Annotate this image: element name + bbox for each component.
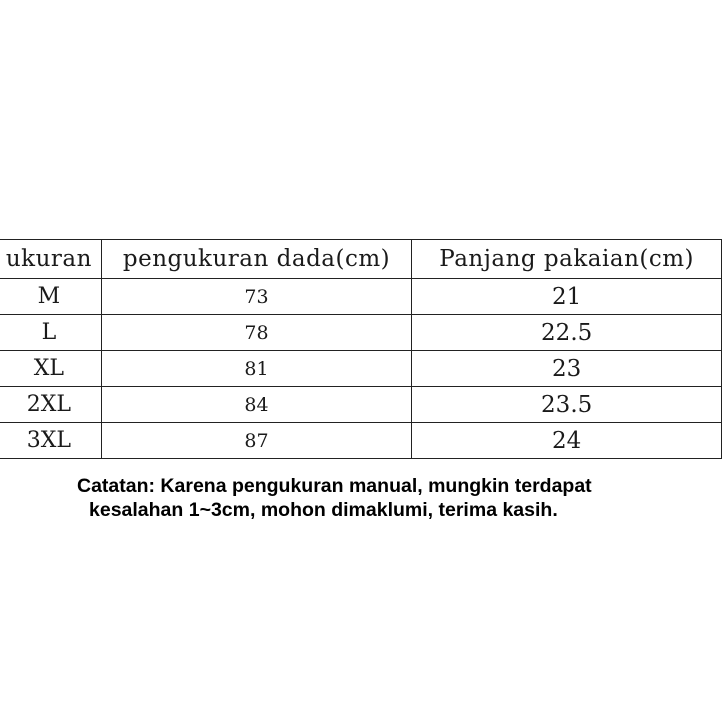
size-cell: M [0, 279, 101, 315]
size-cell: 3XL [0, 423, 101, 459]
length-cell: 24 [412, 423, 722, 459]
header-length: Panjang pakaian(cm) [412, 240, 722, 279]
length-cell: 23 [412, 351, 722, 387]
length-cell: 23.5 [412, 387, 722, 423]
note-line-2: kesalahan 1~3cm, mohon dimaklumi, terima kasih. [89, 499, 558, 521]
table-row [0, 279, 722, 315]
size-chart-table [0, 239, 722, 459]
chest-cell: 81 [101, 351, 412, 387]
size-cell: L [0, 315, 101, 351]
size-cell: XL [0, 351, 101, 387]
chest-cell: 87 [101, 423, 412, 459]
length-cell: 21 [412, 279, 722, 315]
length-cell: 22.5 [412, 315, 722, 351]
measurement-note [0, 474, 726, 522]
chest-cell: 78 [101, 315, 412, 351]
chest-cell: 73 [101, 279, 412, 315]
note-line-1: Catatan: Karena pengukuran manual, mungkin terdapat [77, 475, 592, 497]
size-cell: 2XL [0, 387, 101, 423]
header-chest: pengukuran dada(cm) [101, 240, 412, 279]
header-size: ukuran [0, 240, 101, 279]
table-row [0, 315, 722, 351]
table-header-row [0, 240, 722, 279]
table-row [0, 351, 722, 387]
table-row [0, 423, 722, 459]
chest-cell: 84 [101, 387, 412, 423]
table-row [0, 387, 722, 423]
